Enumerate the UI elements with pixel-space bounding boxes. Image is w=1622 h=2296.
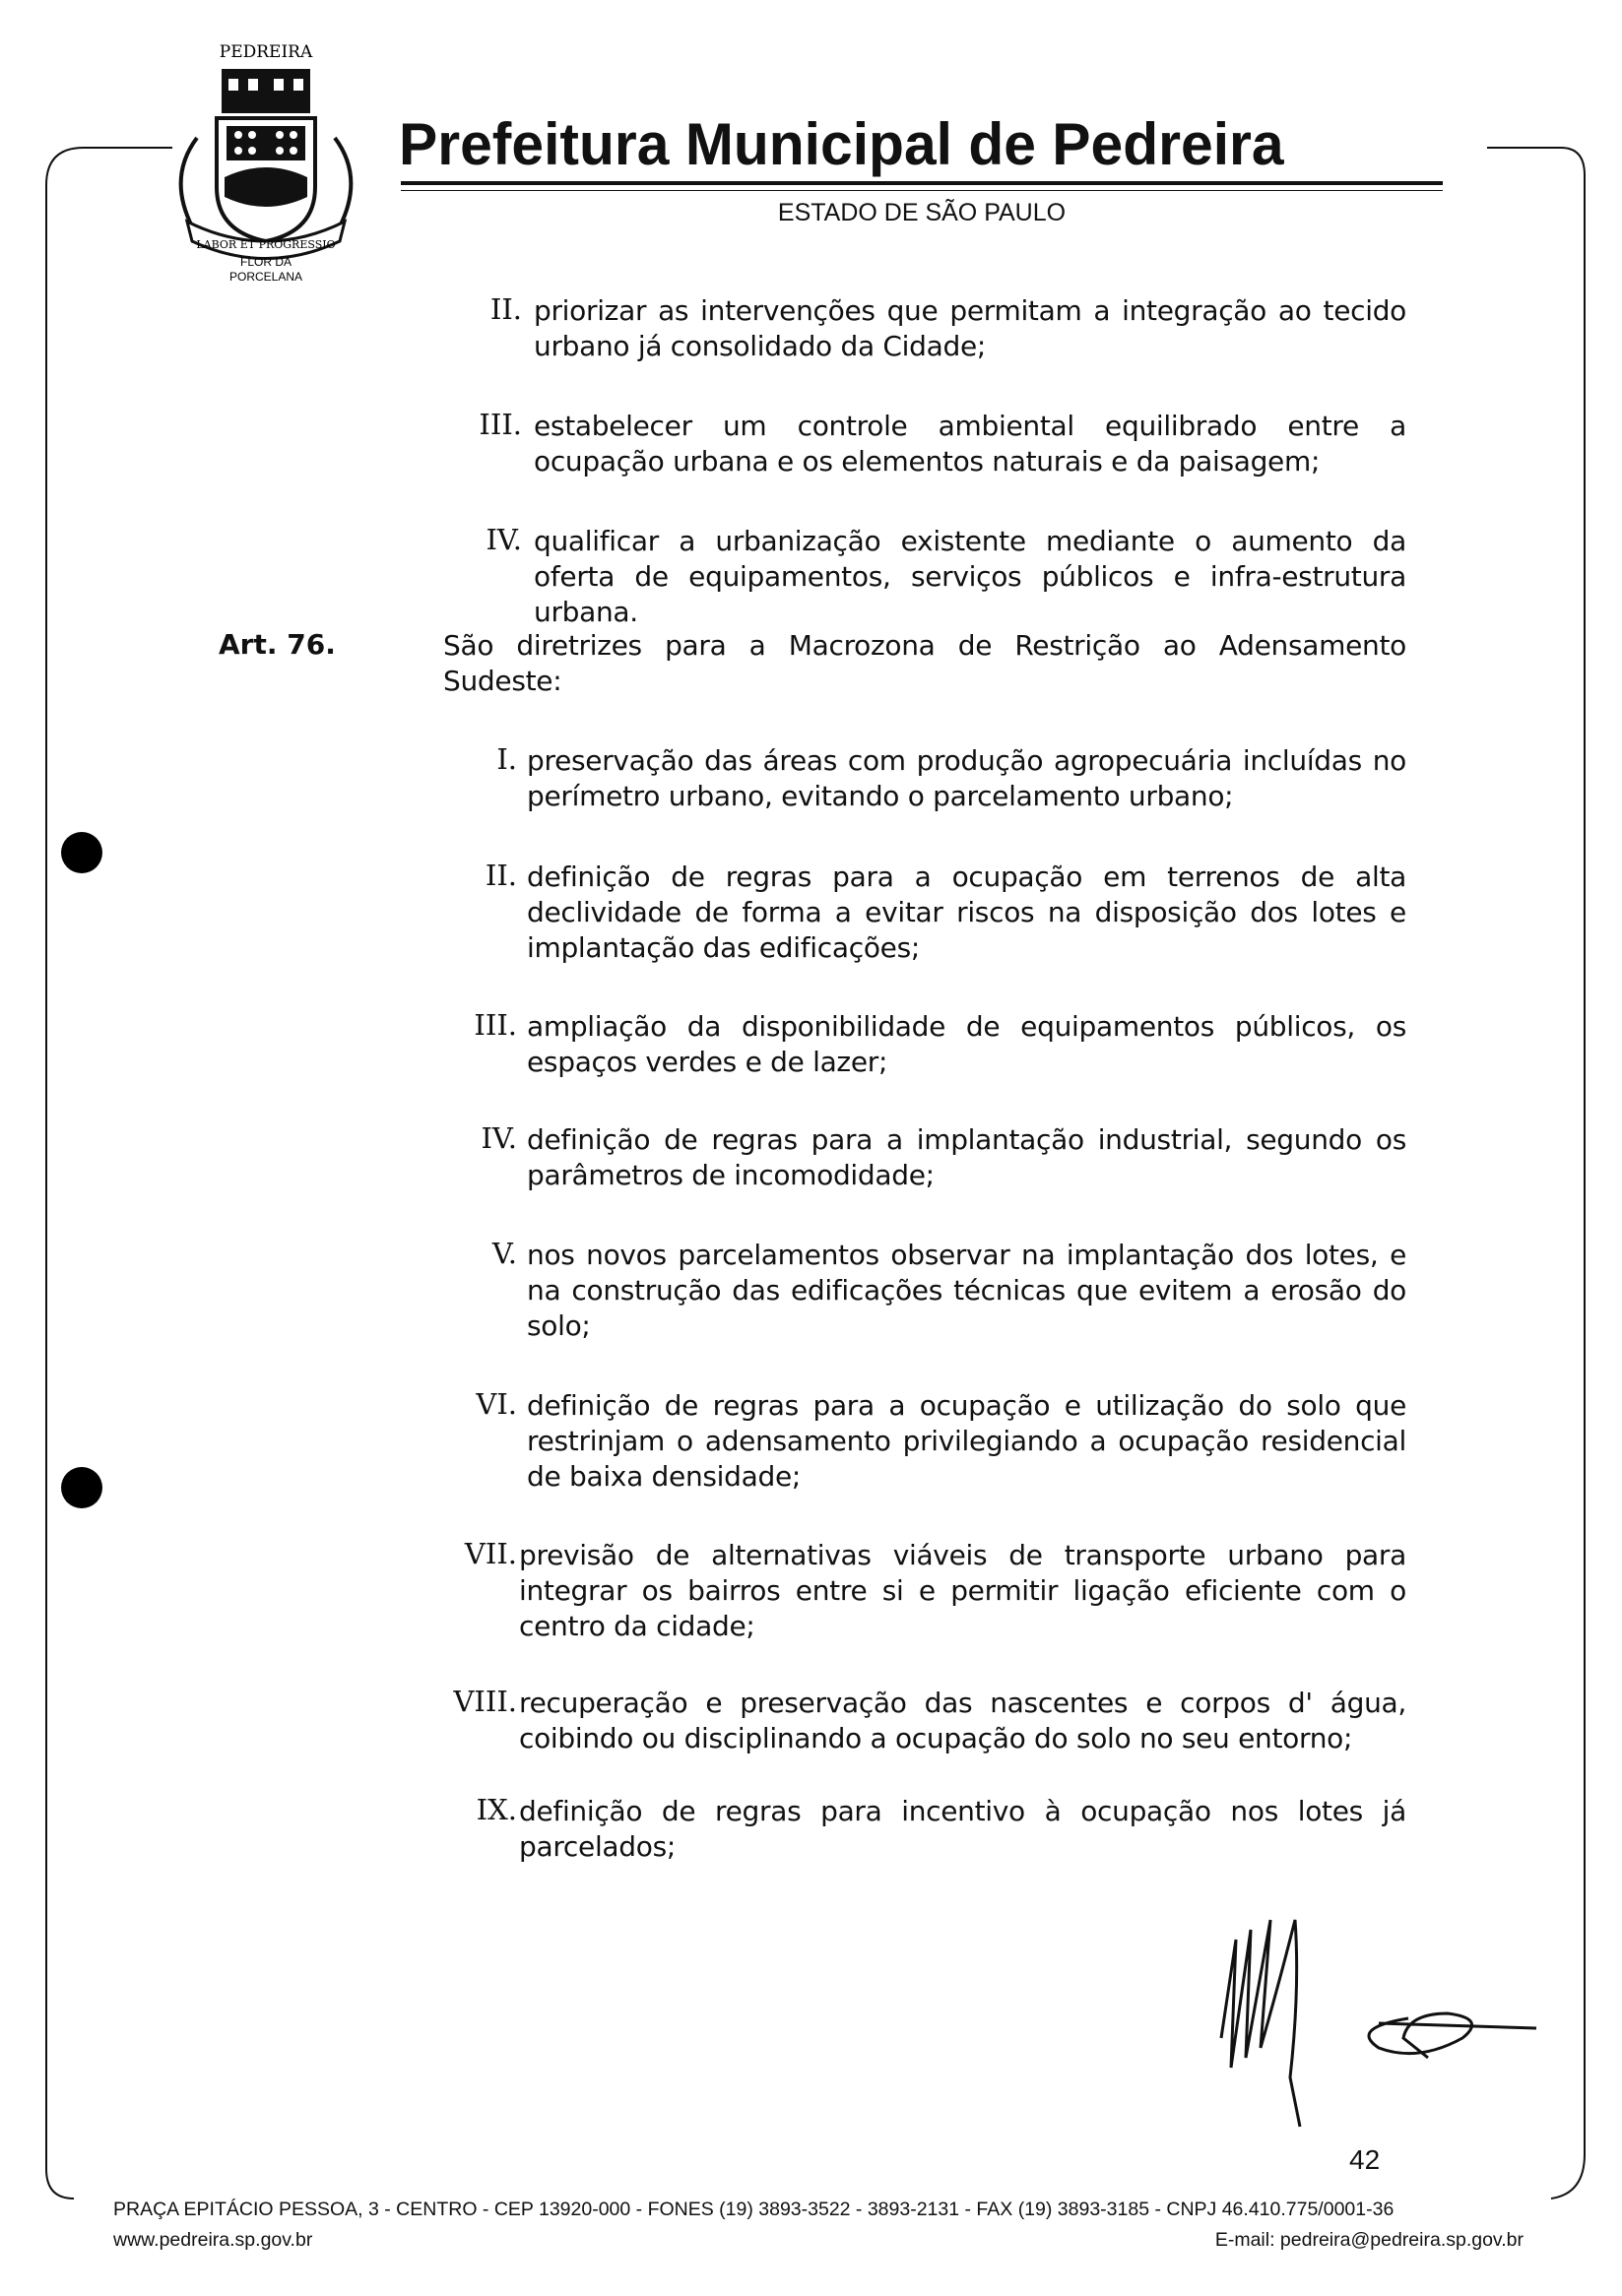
page-number: 42 xyxy=(1349,2144,1381,2175)
coat-of-arms-logo xyxy=(158,30,374,286)
svg-text:FLOR DA: FLOR DA xyxy=(239,255,292,269)
title-rule xyxy=(401,181,1443,185)
page-title: Prefeitura Municipal de Pedreira xyxy=(399,111,1284,177)
svg-text:PORCELANA: PORCELANA xyxy=(228,270,303,284)
logo-text: PEDREIRA xyxy=(219,42,313,62)
list-item-number: I. xyxy=(496,742,517,776)
subtitle: ESTADO DE SÃO PAULO xyxy=(777,199,1067,226)
article-text: São diretrizes para a Macrozona de Restrição ao Adensamento Sudeste: xyxy=(443,629,1406,697)
list-item-text: previsão de alternativas viáveis de transporte urbano para integrar os bairros entre si e permitir ligação eficiente com o centro da cidade; xyxy=(519,1539,1406,1642)
list-item-number: V. xyxy=(491,1237,517,1270)
list-item-text: definição de regras para a ocupação e utilização do solo que restrinjam o adensamento privilegiando a ocupação residencial de baixa densidade; xyxy=(527,1389,1406,1493)
punch-hole xyxy=(61,832,102,873)
signature xyxy=(1201,1900,1556,2137)
footer-website[interactable]: www.pedreira.sp.gov.br xyxy=(113,2229,313,2251)
list-item-text: qualificar a urbanização existente mediante o aumento da oferta de equipamentos, serviços públicos e infra-estrutura urbana. xyxy=(534,525,1406,628)
list-item-number: VIII. xyxy=(453,1685,517,1718)
list-item-number: III. xyxy=(479,408,522,441)
list-item-number: III. xyxy=(474,1008,517,1042)
title-rule-thin xyxy=(401,190,1443,191)
list-item-text: estabelecer um controle ambiental equilibrado entre a ocupação urbana e os elementos naturais e da paisagem; xyxy=(534,410,1406,478)
list-item-number: IV. xyxy=(481,1121,517,1155)
article-label: Art. 76. xyxy=(219,628,336,661)
list-item-text: definição de regras para incentivo à ocupação nos lotes já parcelados; xyxy=(519,1795,1406,1863)
list-item-text: recuperação e preservação das nascentes e corpos d' água, coibindo ou disciplinando a ocupação do solo no seu entorno; xyxy=(519,1687,1406,1754)
punch-hole xyxy=(61,1467,102,1508)
list-item-number: IX. xyxy=(476,1793,517,1826)
list-item-text: nos novos parcelamentos observar na implantação dos lotes, e na construção das edificações técnicas que evitem a erosão do solo; xyxy=(527,1239,1406,1342)
list-item-number: VII. xyxy=(464,1537,517,1570)
list-item-number: II. xyxy=(485,859,517,892)
svg-text:LABOR ET PROGRESSIO: LABOR ET PROGRESSIO xyxy=(196,238,336,251)
list-item-number: IV. xyxy=(486,523,522,556)
list-item-text: ampliação da disponibilidade de equipamentos públicos, os espaços verdes e de lazer; xyxy=(527,1010,1406,1078)
list-item-number: VI. xyxy=(476,1387,517,1421)
list-item-text: preservação das áreas com produção agropecuária incluídas no perímetro urbano, evitando o parcelamento urbano; xyxy=(527,744,1406,812)
footer-address: PRAÇA EPITÁCIO PESSOA, 3 - CENTRO - CEP 13920-000 - FONES (19) 3893-3522 - 3893-2131 - FAX (19) 3893-3185 - CNPJ 46.410.775/0001-36 xyxy=(113,2199,1395,2220)
list-item-text: definição de regras para a implantação industrial, segundo os parâmetros de incomodidade; xyxy=(527,1123,1406,1191)
list-item-text: definição de regras para a ocupação em terrenos de alta declividade de forma a evitar riscos na disposição dos lotes e implantação das edificações; xyxy=(527,861,1406,964)
footer-email[interactable]: E-mail: pedreira@pedreira.sp.gov.br xyxy=(1214,2229,1524,2251)
list-item-number: II. xyxy=(489,292,522,326)
list-item-text: priorizar as intervenções que permitam a integração ao tecido urbano já consolidado da Cidade; xyxy=(534,294,1406,362)
